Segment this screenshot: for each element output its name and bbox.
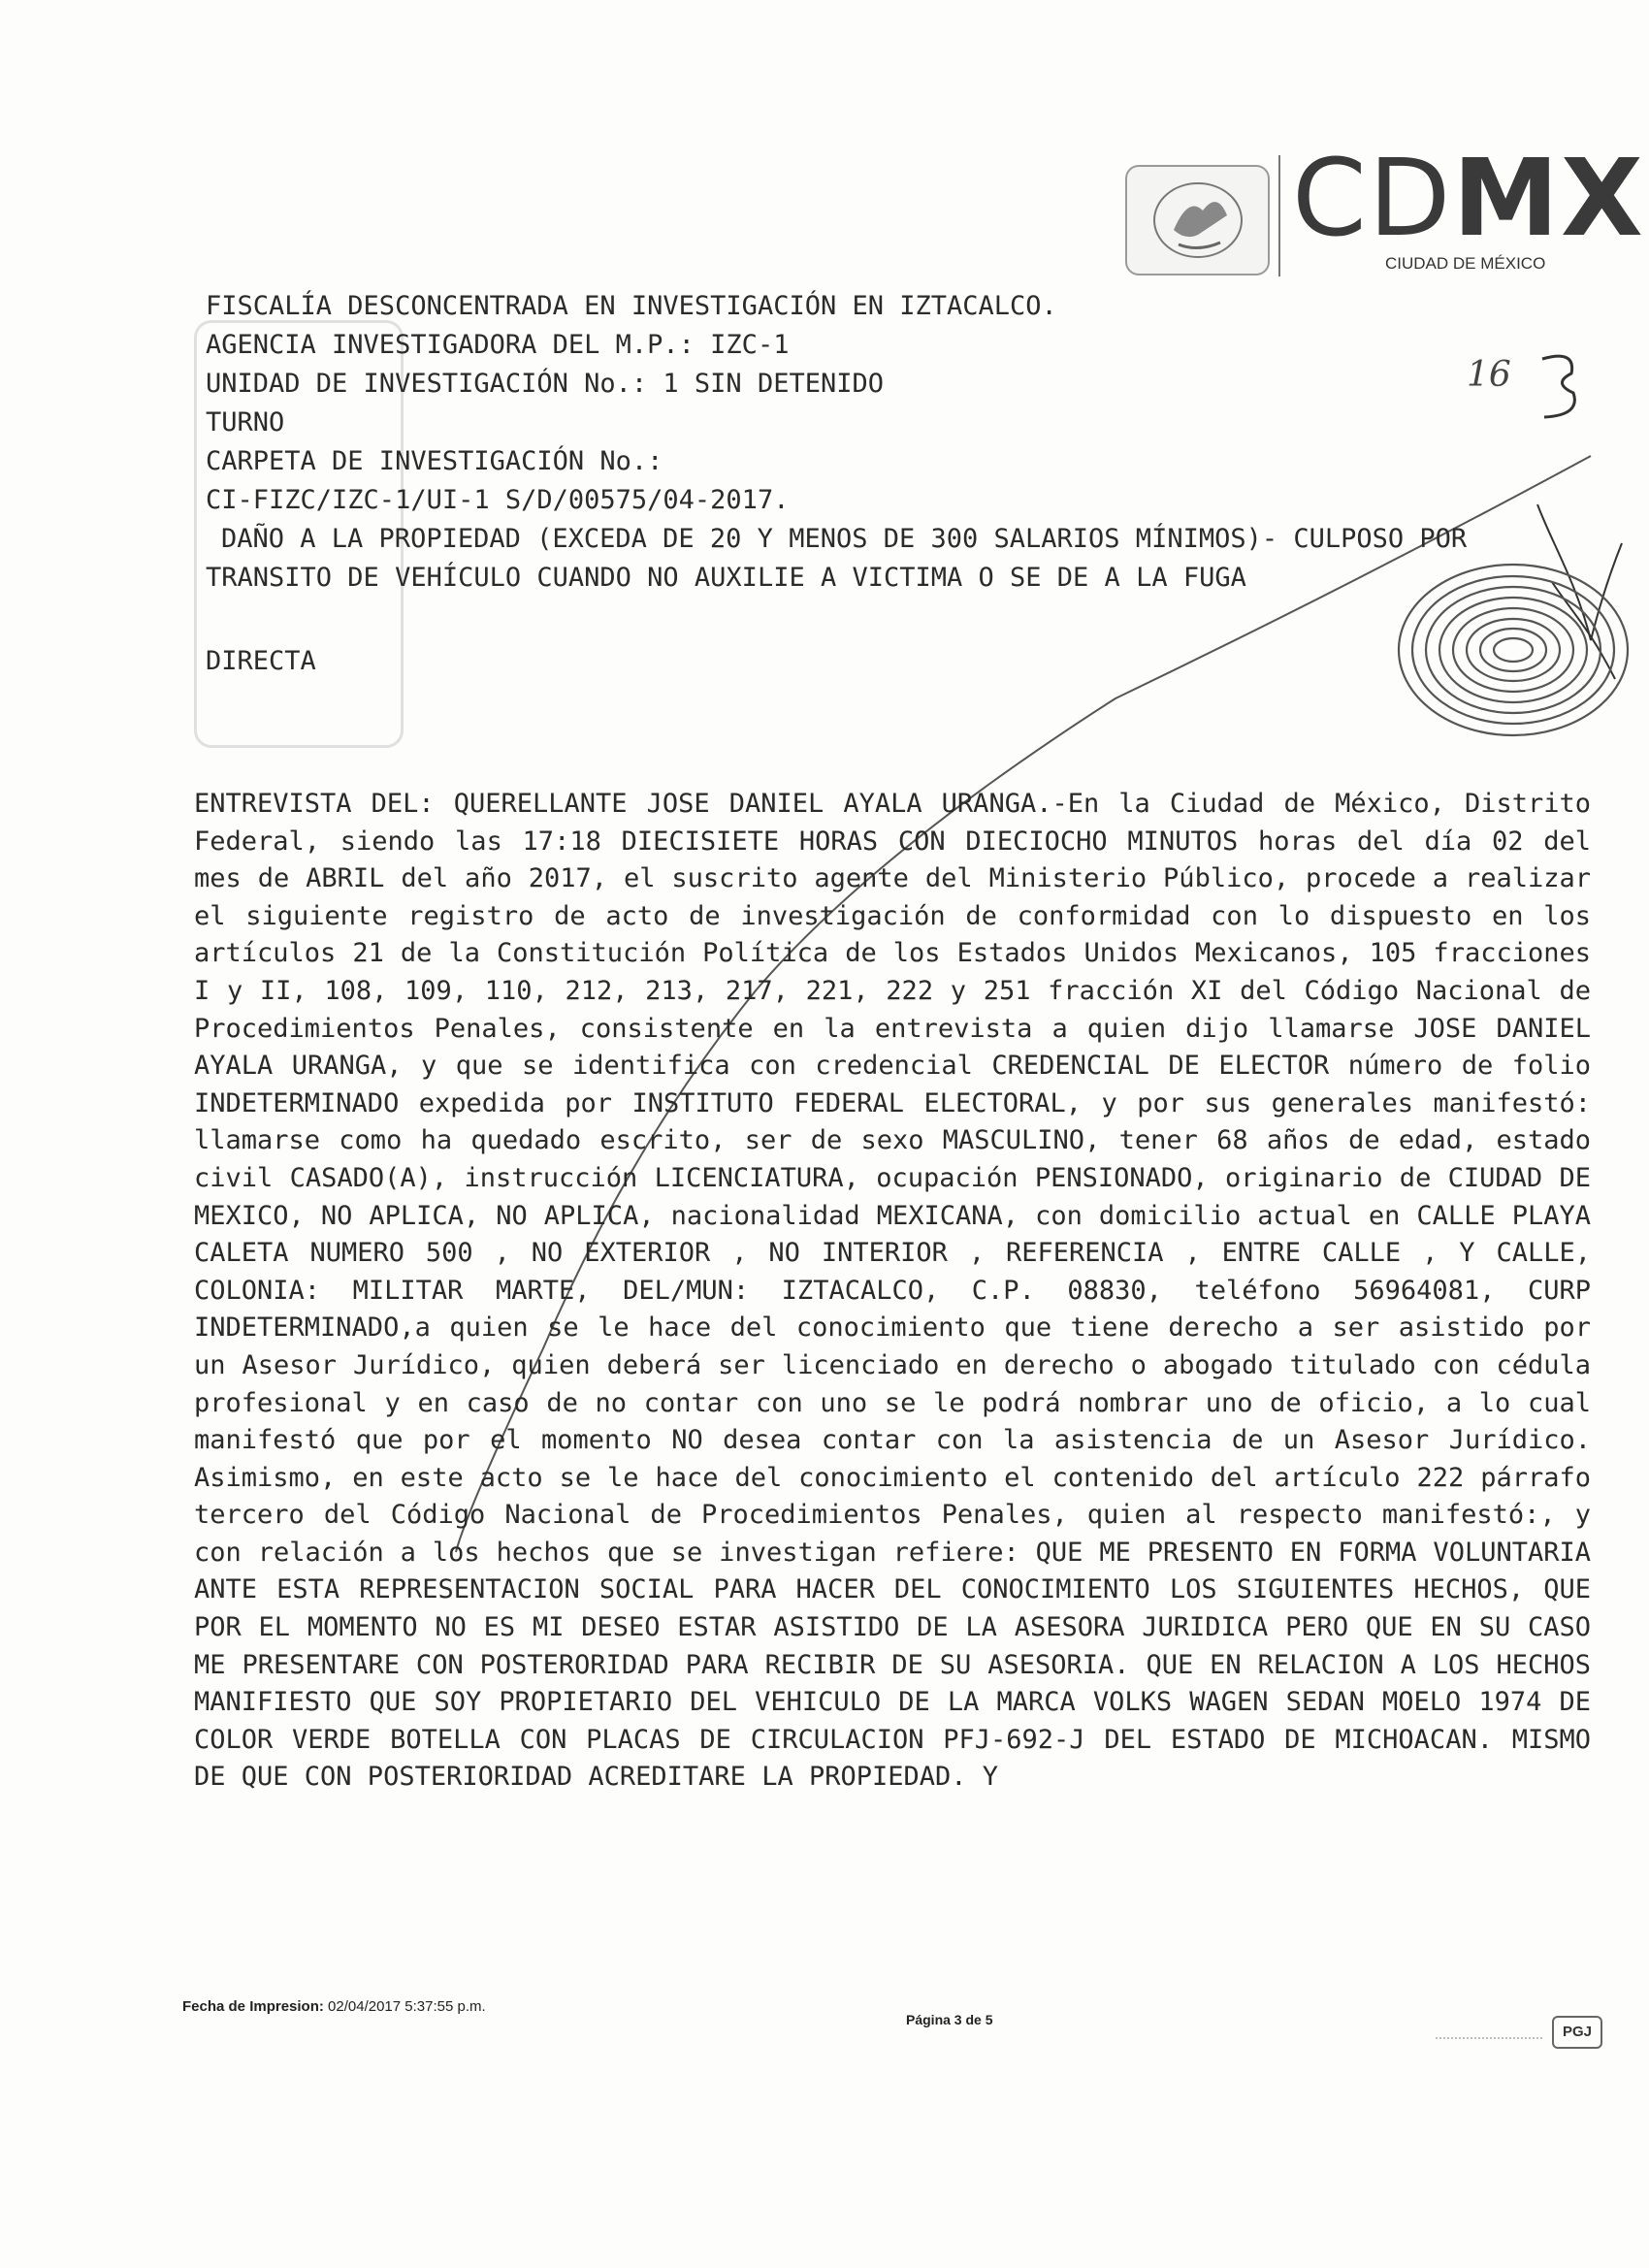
footer-print-date (182, 1998, 486, 2015)
logo-divider (1278, 155, 1280, 276)
header-fiscalia: FISCALÍA DESCONCENTRADA EN INVESTIGACIÓN EN IZTACALCO. (206, 291, 1057, 321)
header-delito-line-1: DAÑO A LA PROPIEDAD (EXCEDA DE 20 Y MENOS DE 300 SALARIOS MÍNIMOS)- CULPOSO POR (221, 524, 1468, 554)
header-carpeta-number: CI-FIZC/IZC-1/UI-1 S/D/00575/04-2017. (206, 485, 790, 515)
cdmx-wordmark: CDMX (1292, 136, 1645, 260)
government-seal-icon (1125, 165, 1270, 275)
page-number: Página 3 de 5 (906, 2012, 993, 2027)
header-type: DIRECTA (206, 646, 316, 676)
header-unidad: UNIDAD DE INVESTIGACIÓN No.: 1 SIN DETENIDO (206, 369, 884, 399)
header-turno: TURNO (206, 407, 285, 437)
footer-dotted-line (1436, 2027, 1542, 2039)
print-date-label: Fecha de Impresion: (182, 1998, 324, 2015)
document-header (206, 287, 1622, 681)
cdmx-subtitle: CIUDAD DE MÉXICO (1385, 254, 1546, 273)
interview-body (194, 786, 1591, 1797)
pgj-logo: PGJ (1552, 2016, 1602, 2049)
header-agencia: AGENCIA INVESTIGADORA DEL M.P.: IZC-1 (206, 330, 790, 360)
handwritten-number: 16 (1467, 355, 1511, 395)
print-date-value: 02/04/2017 5:37:55 p.m. (328, 1998, 486, 2015)
cdmx-logo (1125, 136, 1645, 281)
header-delito-line-2: TRANSITO DE VEHÍCULO CUANDO NO AUXILIE A VICTIMA O SE DE A LA FUGA (206, 563, 1246, 593)
header-carpeta-label: CARPETA DE INVESTIGACIÓN No.: (206, 446, 663, 476)
interview-paragraph: ENTREVISTA DEL: QUERELLANTE JOSE DANIEL AYALA URANGA.-En la Ciudad de México, Distrito Federal, siendo las 17:18 DIECISIETE HORAS CON DIECIOCHO MINUTOS horas del día 02 del mes de ABRIL del año 2017, el suscrito agente del Ministerio Público, procede a realizar el siguiente registro de acto de investigación de conformidad con lo dispuesto en los artículos 21 de la Constitución Política de los Estados Unidos Mexicanos, 105 fracciones I y II, 108, 109, 110, 212, 213, 217, 221, 222 y 251 fracción XI del Código Nacional de Procedimientos Penales, consistente en la entrevista a quien dijo llamarse JOSE DANIEL AYALA URANGA, y que se identifica con credencial CREDENCIAL DE ELECTOR número de folio INDETERMINADO expedida por INSTITUTO FEDERAL ELECTORAL, y por sus generales manifestó: llamarse como ha quedado escrito, ser de sexo MASCULINO, tener 68 años de edad, estado civil CASADO(A), instrucción LICENCIATURA, ocupación PENSIONADO, originario de CIUDAD DE MEXICO, NO APLICA, NO APLICA, nacionalidad MEXICANA, con domicilio actual en CALLE PLAYA CALETA NUMERO 500 , NO EXTERIOR , NO INTERIOR , REFERENCIA , ENTRE CALLE , Y CALLE, COLONIA: MILITAR MARTE, DEL/MUN: IZTACALCO, C.P. 08830, teléfono 56964081, CURP INDETERMINADO,a quien se le hace del conocimiento que tiene derecho a ser asistido por un Asesor Jurídico, quien deberá ser licenciado en derecho o abogado titulado con cédula profesional y en caso de no contar con uno se le podrá nombrar uno de oficio, a lo cual manifestó que por el momento NO desea contar con la asistencia de un Asesor Jurídico. Asimismo, en este acto se le hace del conocimiento el contenido del artículo 222 párrafo tercero del Código Nacional de Procedimientos Penales, quien al respecto manifestó:, y con relación a los hechos que se investigan refiere: QUE ME PRESENTO EN FORMA VOLUNTARIA ANTE ESTA REPRESENTACION SOCIAL PARA HACER DEL CONOCIMIENTO LOS SIGUIENTES HECHOS, QUE POR EL MOMENTO NO ES MI DESEO ESTAR ASISTIDO DE LA ASESORA JURIDICA PERO QUE EN SU CASO ME PRESENTARE CON POSTERORIDAD PARA RECIBIR DE SU ASESORIA. QUE EN RELACION A LOS HECHOS MANIFIESTO QUE SOY PROPIETARIO DEL VEHICULO DE LA MARCA VOLKS WAGEN SEDAN MOELO 1974 DE COLOR VERDE BOTELLA CON PLACAS DE CIRCULACION PFJ-692-J DEL ESTADO DE MICHOACAN. MISMO DE QUE CON POSTERIORIDAD ACREDITARE LA PROPIEDAD. Y (194, 789, 1591, 1793)
